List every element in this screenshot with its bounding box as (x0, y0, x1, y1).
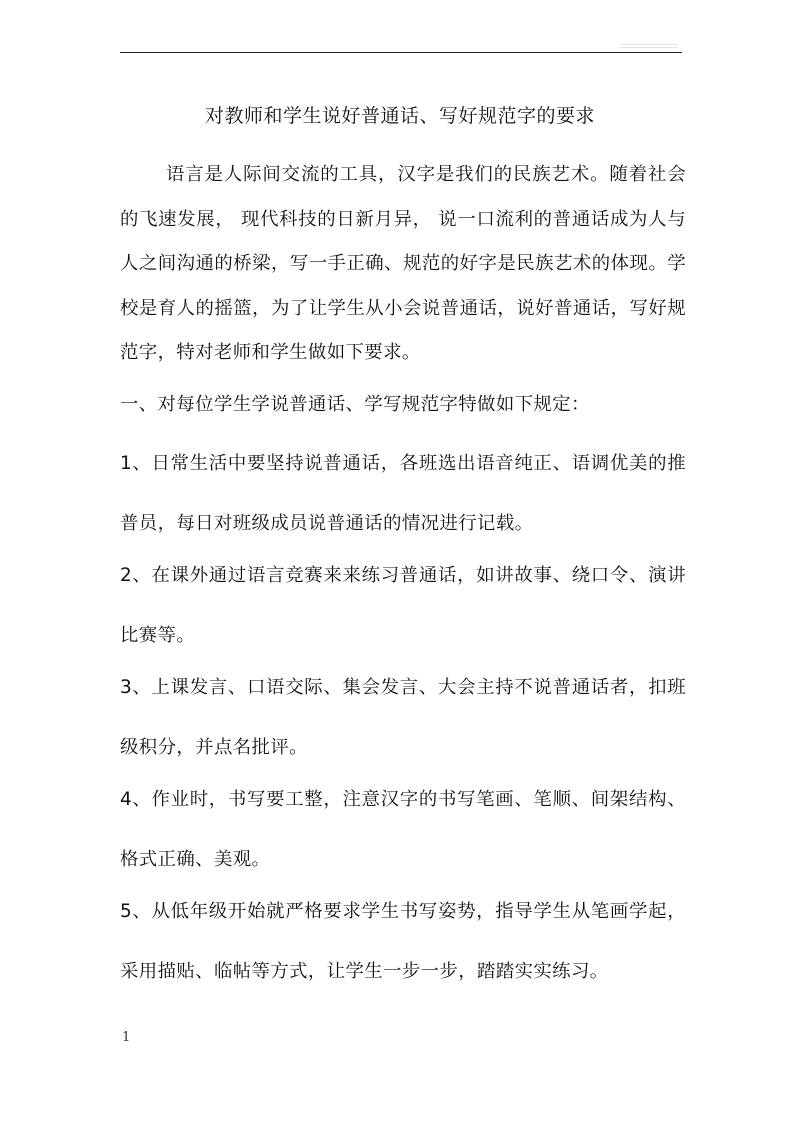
document-body (120, 153, 686, 1002)
section-heading: 一、对每位学生学说普通话、学写规范字特做如下规定： (120, 393, 590, 415)
header-mark (620, 44, 678, 49)
header-rule (120, 52, 682, 53)
page-number: 1 (122, 1030, 131, 1045)
rule-item-2: 2、在课外通过语言竞赛来来练习普通话，如讲故事、绕口令、演讲比赛等。 (120, 565, 686, 646)
rule-item-4: 4、作业时，书写要工整，注意汉字的书写笔画、笔顺、间架结构、格式正确、美观。 (120, 789, 686, 870)
document-title: 对教师和学生说好普通话、写好规范字的要求 (204, 105, 595, 127)
intro-paragraph: 语言是人际间交流的工具，汉字是我们的民族艺术。随着社会的飞速发展， 现代科技的日新月异， 说一口流利的普通话成为人与人之间沟通的桥梁，写一手正确、规范的好字是民族艺术的体现。学校是育人的摇篮，为了让学生从小会说普通话，说好普通话，写好规范字，特对老师和学生做如下要求。 (120, 164, 686, 363)
rule-item-3: 3、上课发言、口语交际、集会发言、大会主持不说普通话者，扣班级积分，并点名批评。 (120, 677, 686, 758)
rule-item-1: 1、日常生活中要坚持说普通话，各班选出语音纯正、语调优美的推普员，每日对班级成员说普通话的情况进行记载。 (120, 453, 686, 534)
rule-item-5: 5、从低年级开始就严格要求学生书写姿势，指导学生从笔画学起，采用描贴、临帖等方式，让学生一步一步，踏踏实实练习。 (120, 901, 686, 982)
